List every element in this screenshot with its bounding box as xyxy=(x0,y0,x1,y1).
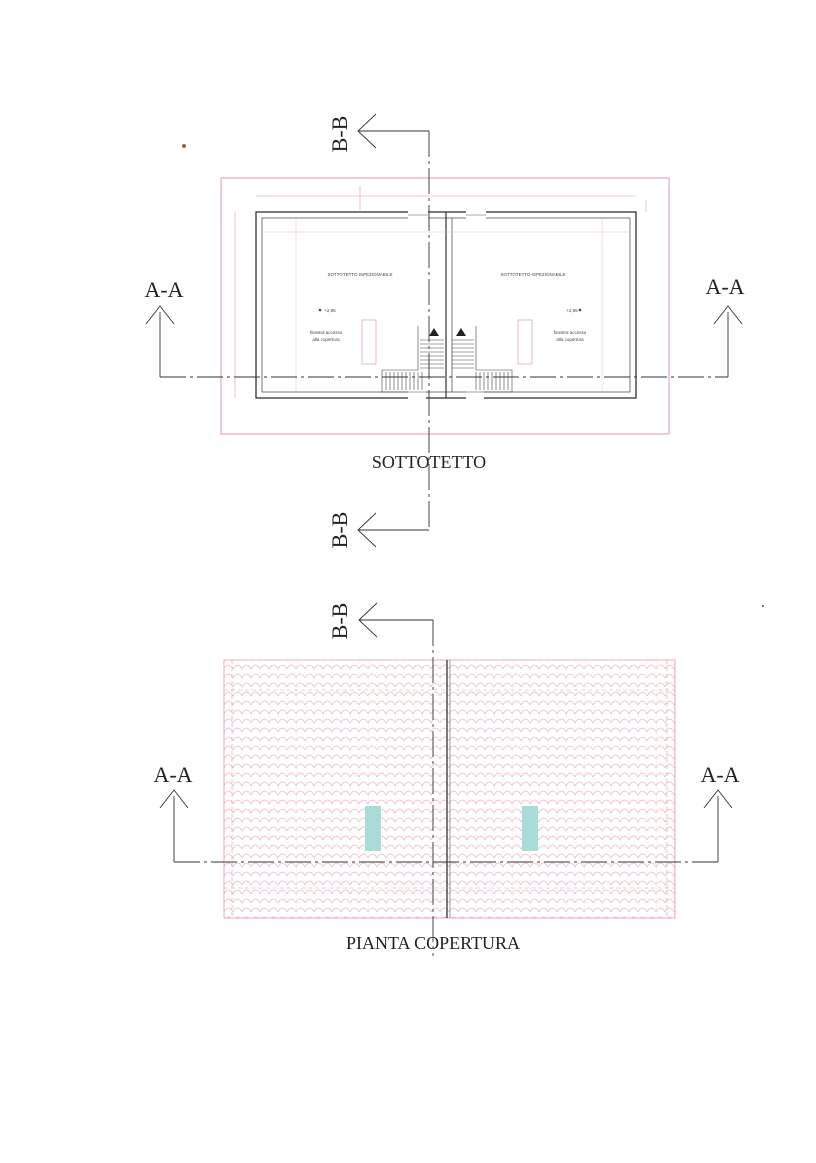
room-name-left: SOTTOTETTO ISPEZIONABILE xyxy=(327,272,393,277)
stair-treads xyxy=(386,340,444,390)
section-label-bb-roof: B-B xyxy=(327,602,352,640)
room-note-right-1: finestra accesso xyxy=(553,330,587,335)
roof-tiles xyxy=(224,660,675,918)
room-height-right: +2,95 xyxy=(566,308,578,313)
section-label-aa-roof-left: A-A xyxy=(153,762,193,787)
room-note-left-2: alla copertura xyxy=(312,337,340,342)
window-opening xyxy=(466,390,484,400)
section-label-bb-top: B-B xyxy=(327,115,352,153)
skylight-outline xyxy=(518,320,532,364)
room-height-left: +2,95 xyxy=(324,308,336,313)
attic-plan-title: SOTTOTETTO xyxy=(371,452,487,472)
roof-plan-title: PIANTA COPERTURA xyxy=(346,933,520,953)
scan-speck xyxy=(762,605,764,607)
stair-treads xyxy=(452,340,508,390)
stair-arrow-icon xyxy=(429,328,439,336)
section-label-aa-roof-right: A-A xyxy=(700,762,740,787)
scan-speck xyxy=(182,144,186,148)
skylight xyxy=(522,806,538,851)
section-label-bb-bottom: B-B xyxy=(327,511,352,549)
section-label-aa-left: A-A xyxy=(144,277,184,302)
room-name-right: SOTTOTETTO ISPEZIONABILE xyxy=(500,272,566,277)
room-note-right-2: alla copertura xyxy=(556,337,584,342)
window-opening xyxy=(408,390,426,400)
section-label-aa-right: A-A xyxy=(705,274,745,299)
roof-plan xyxy=(224,660,675,918)
skylight-outline xyxy=(362,320,376,364)
stair-arrow-icon xyxy=(456,328,466,336)
skylight xyxy=(365,806,381,851)
room-note-left-1: finestra accesso xyxy=(309,330,343,335)
section-line-aa-attic xyxy=(146,306,742,377)
attic-plan xyxy=(221,178,669,434)
section-line-bb-attic xyxy=(358,114,429,547)
level-marker-icon xyxy=(319,309,322,312)
level-marker-icon xyxy=(579,309,582,312)
